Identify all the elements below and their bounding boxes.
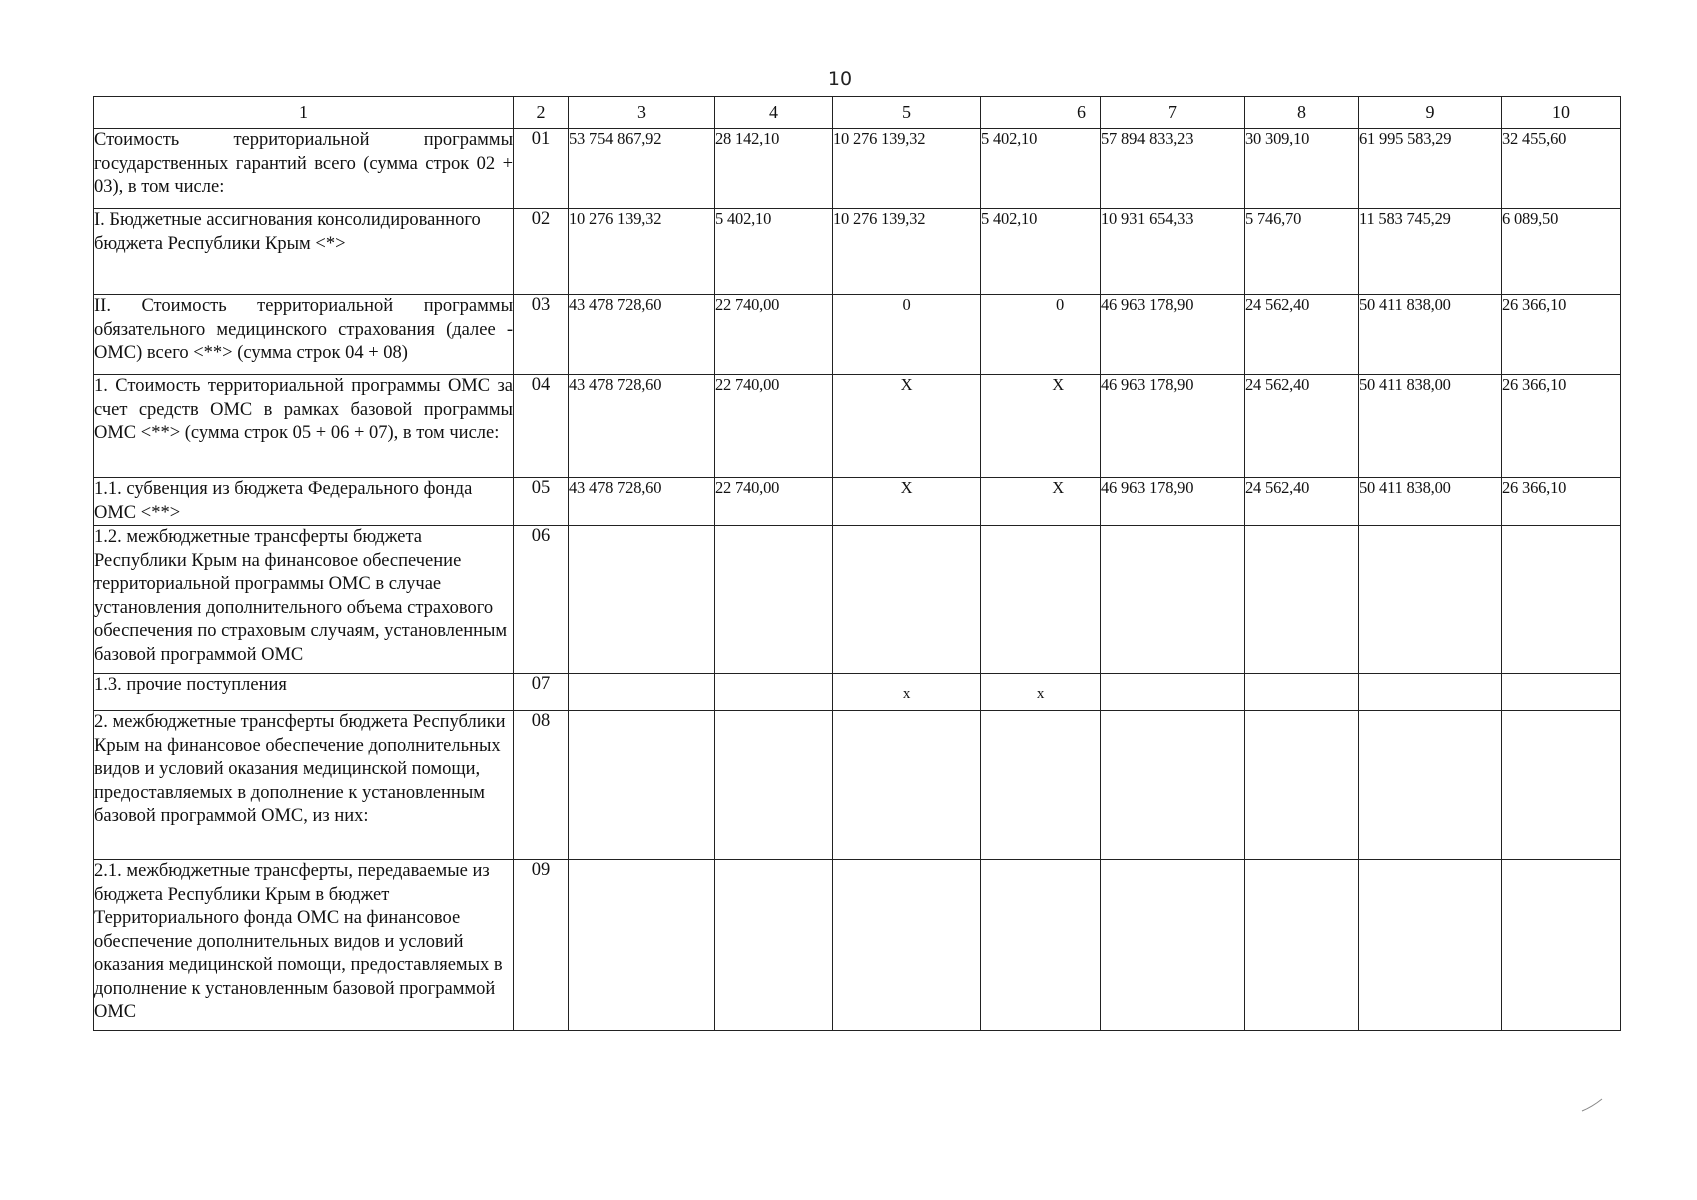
page-number: 10 <box>827 68 853 90</box>
row-code: 07 <box>514 674 569 711</box>
row-code: 03 <box>514 295 569 375</box>
row-label: 1. Стоимость территориальной программы ОМС за счет средств ОМС в рамках базовой программы ОМС <**> (сумма строк 05 + 06 + 07), в том числе: <box>94 375 514 478</box>
row-code: 08 <box>514 711 569 860</box>
value-cell: 24 562,40 <box>1245 375 1359 478</box>
value-cell: 0 <box>981 295 1101 375</box>
value-cell: 10 276 139,32 <box>833 129 981 209</box>
value-cell: 50 411 838,00 <box>1359 375 1502 478</box>
value-cell <box>715 526 833 674</box>
value-cell <box>833 860 981 1031</box>
value-cell: 61 995 583,29 <box>1359 129 1502 209</box>
row-label: I. Бюджетные ассигнования консолидированного бюджета Республики Крым <*> <box>94 209 514 295</box>
value-cell: 11 583 745,29 <box>1359 209 1502 295</box>
row-code: 01 <box>514 129 569 209</box>
value-cell: 22 740,00 <box>715 295 833 375</box>
value-cell <box>569 711 715 860</box>
value-cell: 28 142,10 <box>715 129 833 209</box>
column-header: 7 <box>1101 97 1245 129</box>
value-cell <box>1101 860 1245 1031</box>
value-cell <box>715 711 833 860</box>
value-cell: 43 478 728,60 <box>569 375 715 478</box>
value-cell: 26 366,10 <box>1502 295 1621 375</box>
column-header: 6 <box>981 97 1101 129</box>
row-label: II. Стоимость территориальной программы обязательного медицинского страхования (далее - ОМС) всего <**> (сумма строк 04 + 08) <box>94 295 514 375</box>
table-row <box>94 129 1621 209</box>
value-cell <box>715 674 833 711</box>
column-header: 2 <box>514 97 569 129</box>
value-cell <box>1101 711 1245 860</box>
value-cell <box>1502 860 1621 1031</box>
value-cell <box>569 526 715 674</box>
row-code: 05 <box>514 478 569 526</box>
value-cell <box>1101 526 1245 674</box>
value-cell <box>1245 711 1359 860</box>
table-row <box>94 295 1621 375</box>
row-label: 1.3. прочие поступления <box>94 674 514 711</box>
value-cell: 5 402,10 <box>981 209 1101 295</box>
row-code: 09 <box>514 860 569 1031</box>
value-cell: x <box>833 674 981 711</box>
value-cell <box>1359 860 1502 1031</box>
value-cell: 5 402,10 <box>981 129 1101 209</box>
value-cell: 10 276 139,32 <box>569 209 715 295</box>
row-code: 06 <box>514 526 569 674</box>
value-cell: 46 963 178,90 <box>1101 375 1245 478</box>
value-cell <box>981 526 1101 674</box>
value-cell: 50 411 838,00 <box>1359 478 1502 526</box>
column-header: 8 <box>1245 97 1359 129</box>
table-row <box>94 860 1621 1031</box>
value-cell <box>1101 674 1245 711</box>
scan-mark <box>1580 1095 1620 1115</box>
value-cell: 6 089,50 <box>1502 209 1621 295</box>
value-cell: 5 402,10 <box>715 209 833 295</box>
value-cell <box>1245 674 1359 711</box>
column-header: 1 <box>94 97 514 129</box>
value-cell: 26 366,10 <box>1502 375 1621 478</box>
value-cell: 10 276 139,32 <box>833 209 981 295</box>
value-cell <box>1359 674 1502 711</box>
value-cell: 26 366,10 <box>1502 478 1621 526</box>
value-cell: 32 455,60 <box>1502 129 1621 209</box>
value-cell: X <box>833 375 981 478</box>
value-cell: 10 931 654,33 <box>1101 209 1245 295</box>
value-cell: 24 562,40 <box>1245 478 1359 526</box>
row-code: 02 <box>514 209 569 295</box>
value-cell: X <box>833 478 981 526</box>
value-cell <box>1502 526 1621 674</box>
value-cell <box>981 711 1101 860</box>
value-cell <box>1502 674 1621 711</box>
row-code: 04 <box>514 375 569 478</box>
header-row <box>94 97 1621 129</box>
value-cell <box>1502 711 1621 860</box>
value-cell: 30 309,10 <box>1245 129 1359 209</box>
table-row <box>94 711 1621 860</box>
value-cell <box>715 860 833 1031</box>
value-cell: 5 746,70 <box>1245 209 1359 295</box>
column-header: 3 <box>569 97 715 129</box>
value-cell: 43 478 728,60 <box>569 478 715 526</box>
value-cell: 50 411 838,00 <box>1359 295 1502 375</box>
value-cell: x <box>981 674 1101 711</box>
value-cell <box>1359 711 1502 860</box>
value-cell: X <box>981 478 1101 526</box>
row-label: 2.1. межбюджетные трансферты, передаваемые из бюджета Республики Крым в бюджет Территориального фонда ОМС на финансовое обеспечение дополнительных видов и условий оказания медицинской помощи, предоставляемых в дополнение к установленным базовой программой ОМС <box>94 860 514 1031</box>
value-cell: 24 562,40 <box>1245 295 1359 375</box>
value-cell <box>833 711 981 860</box>
table-row <box>94 478 1621 526</box>
row-label: 2. межбюджетные трансферты бюджета Республики Крым на финансовое обеспечение дополнительных видов и условий оказания медицинской помощи, предоставляемых в дополнение к установленным базовой программой ОМС, из них: <box>94 711 514 860</box>
value-cell: 0 <box>833 295 981 375</box>
column-header: 4 <box>715 97 833 129</box>
value-cell: 57 894 833,23 <box>1101 129 1245 209</box>
value-cell <box>833 526 981 674</box>
financing-table <box>93 96 1621 1031</box>
value-cell: 22 740,00 <box>715 375 833 478</box>
table-row <box>94 375 1621 478</box>
table-row <box>94 526 1621 674</box>
value-cell: 43 478 728,60 <box>569 295 715 375</box>
row-label: 1.1. субвенция из бюджета Федерального фонда ОМС <**> <box>94 478 514 526</box>
table-row <box>94 674 1621 711</box>
value-cell: 46 963 178,90 <box>1101 295 1245 375</box>
value-cell: X <box>981 375 1101 478</box>
value-cell <box>569 674 715 711</box>
value-cell: 22 740,00 <box>715 478 833 526</box>
value-cell <box>569 860 715 1031</box>
value-cell <box>1359 526 1502 674</box>
row-label: Стоимость территориальной программы государственных гарантий всего (сумма строк 02 + 03), в том числе: <box>94 129 514 209</box>
row-label: 1.2. межбюджетные трансферты бюджета Республики Крым на финансовое обеспечение территориальной программы ОМС в случае установления дополнительного объема страхового обеспечения по страховым случаям, установленным базовой программой ОМС <box>94 526 514 674</box>
column-header: 5 <box>833 97 981 129</box>
value-cell <box>1245 526 1359 674</box>
table-row <box>94 209 1621 295</box>
column-header: 9 <box>1359 97 1502 129</box>
value-cell <box>981 860 1101 1031</box>
column-header: 10 <box>1502 97 1621 129</box>
value-cell: 46 963 178,90 <box>1101 478 1245 526</box>
value-cell: 53 754 867,92 <box>569 129 715 209</box>
value-cell <box>1245 860 1359 1031</box>
